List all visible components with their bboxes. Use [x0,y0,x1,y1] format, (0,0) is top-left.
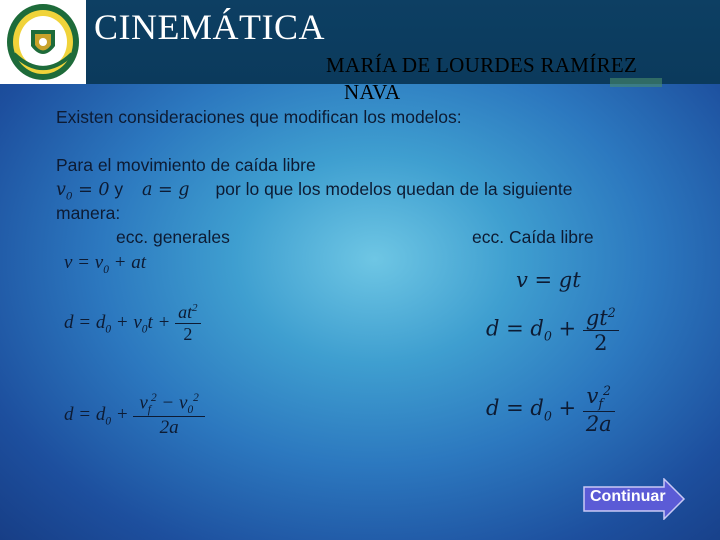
v0-condition: $v_0 = 0$ [56,180,110,203]
free-fall-equations-header: ecc. Caída libre [472,227,594,247]
university-logo [0,0,86,84]
free-fall-velocity-equation: v = gt [516,268,581,292]
free-fall-distance-equation: $d = d_0$ + $\frac{gt^2}{2}$ [486,305,619,355]
a-condition: a = g [142,180,190,200]
author-name [326,52,706,106]
header-bar [0,0,720,104]
author-line-1: MARÍA DE LOURDES RAMÍREZ [326,53,638,77]
conditions-line [56,179,573,203]
general-velocity-squared-equation: $d = d_0$ + $\frac{v_f^2 - v_0^2}{2a}$ [64,392,205,439]
continue-button[interactable] [582,478,686,520]
intro-text: Existen consideraciones que modifican los modelos: [56,107,462,127]
general-equations-header: ecc. generales [116,227,230,247]
page-title: CINEMÁTICA [94,7,325,47]
free-fall-velocity-squared-equation: $d = d_0$ + $\frac{v_f^2}{2a}$ [486,383,615,436]
consequence-text: por lo que los modelos quedan de la siguiente [215,179,573,199]
conjunction-text: y [109,179,128,199]
shield-icon [4,2,82,82]
manera-text: manera: [56,203,121,223]
free-fall-heading: Para el movimiento de caída libre [56,155,316,175]
general-velocity-equation: $v = v_0$ + at [64,252,146,276]
author-line-2: NAVA [344,80,401,104]
general-distance-equation: $d = d_0 + v_0t$ + $\frac{at^2}{2}$ [64,302,201,345]
continue-button-label: Continuar [590,488,666,505]
